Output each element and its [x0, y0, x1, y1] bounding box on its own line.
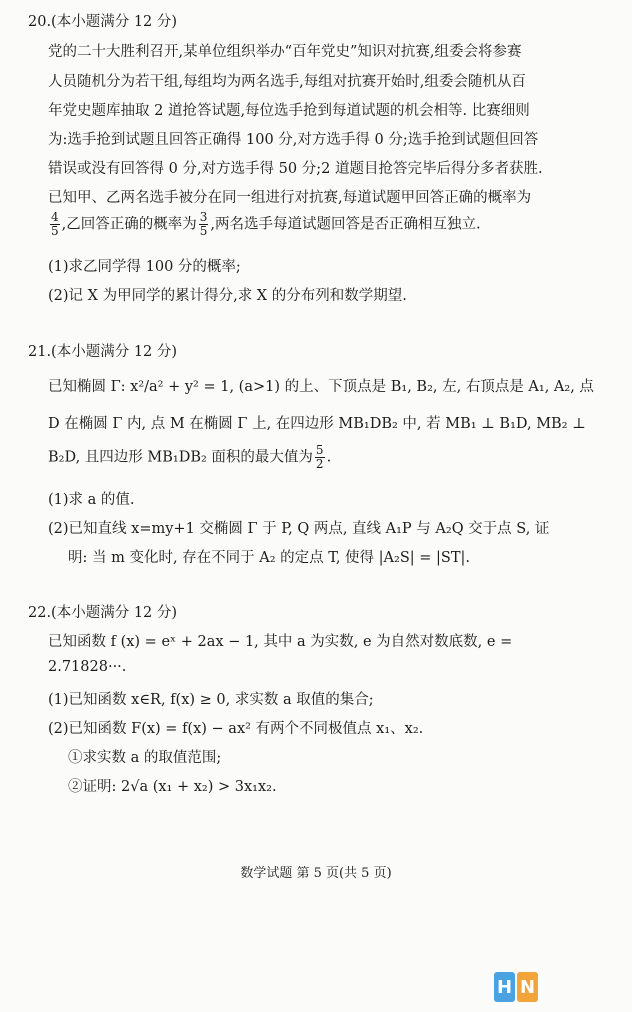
q21-part-1: (1)求 a 的值.	[48, 492, 135, 508]
q21-line-3	[48, 444, 331, 471]
q21-line-2: D 在椭圆 Γ 内, 点 M 在椭圆 Γ 上, 在四边形 MB₁DB₂ 中, 若 MB₁ ⊥ B₁D, MB₂ ⊥	[48, 416, 586, 432]
fraction-five-halves: $\frac{5}{2}$	[315, 443, 324, 472]
question-22-title: 22.(本小题满分 12 分)	[28, 605, 178, 621]
question-20-title: 20.(本小题满分 12 分)	[28, 14, 178, 30]
q20-line-7-end: ,两名选手每道试题回答是否正确相互独立.	[210, 216, 481, 233]
q22-part-1: (1)已知函数 x∈R, f(x) ≥ 0, 求实数 a 取值的集合;	[48, 692, 374, 708]
q20-line-2: 人员随机分为若干组,每组均为两名选手,每组对抗赛开始时,组委会随机从百	[48, 74, 526, 90]
q20-line-3: 年党史题库抽取 2 道抢答试题,每位选手抢到每道试题的机会相等. 比赛细则	[48, 103, 530, 119]
question-21-title: 21.(本小题满分 12 分)	[28, 344, 178, 360]
q22-part-2: (2)已知函数 F(x) = f(x) − ax² 有两个不同极值点 x₁、x₂.	[48, 721, 424, 737]
q21-line-1: 已知椭圆 Γ: x²/a² + y² = 1, (a>1) 的上、下顶点是 B₁, B₂, 左, 右顶点是 A₁, A₂, 点	[48, 379, 594, 395]
q20-line-7	[48, 211, 481, 238]
q22-sub-1: ①求实数 a 的取值范围;	[68, 750, 222, 766]
q20-line-6: 已知甲、乙两名选手被分在同一组进行对抗赛,每道试题甲回答正确的概率为	[48, 190, 532, 206]
q20-line-1: 党的二十大胜利召开,某单位组织举办“百年党史”知识对抗赛,组委会将参赛	[48, 44, 522, 60]
q21-part-2-line-2: 明: 当 m 变化时, 存在不同于 A₂ 的定点 T, 使得 |A₂S| = |ST|.	[68, 550, 470, 566]
fraction-three-fifths: $\frac{3}{5}$	[199, 210, 208, 239]
q22-line-2: 2.71828···.	[48, 659, 127, 675]
q21-line-3-post: .	[326, 449, 332, 466]
q20-line-5: 错误或没有回答得 0 分,对方选手得 50 分;2 道题目抢答完毕后得分多者获胜.	[48, 161, 543, 177]
q21-line-3-pre: B₂D, 且四边形 MB₁DB₂ 面积的最大值为	[48, 449, 313, 466]
q22-line-1: 已知函数 f (x) = eˣ + 2ax − 1, 其中 a 为实数, e 为自然对数底数, e =	[48, 634, 513, 650]
logo-letter-h: H	[494, 972, 515, 1002]
q20-part-1: (1)求乙同学得 100 分的概率;	[48, 259, 241, 275]
page-footer: 数学试题 第 5 页(共 5 页)	[240, 866, 392, 881]
logo-letter-n: N	[517, 972, 538, 1002]
hn-logo	[494, 972, 538, 1002]
q21-part-2-line-1: (2)已知直线 x=my+1 交椭圆 Γ 于 P, Q 两点, 直线 A₁P 与 A₂Q 交于点 S, 证	[48, 521, 550, 537]
q20-line-7-mid: ,乙回答正确的概率为	[61, 216, 197, 233]
q20-line-4: 为:选手抢到试题且回答正确得 100 分,对方选手得 0 分;选手抢到试题但回答	[48, 132, 539, 148]
q20-part-2: (2)记 X 为甲同学的累计得分,求 X 的分布列和数学期望.	[48, 288, 407, 304]
q22-sub-2: ②证明: 2√a (x₁ + x₂) > 3x₁x₂.	[68, 779, 277, 795]
fraction-four-fifths: $\frac{4}{5}$	[51, 210, 59, 239]
